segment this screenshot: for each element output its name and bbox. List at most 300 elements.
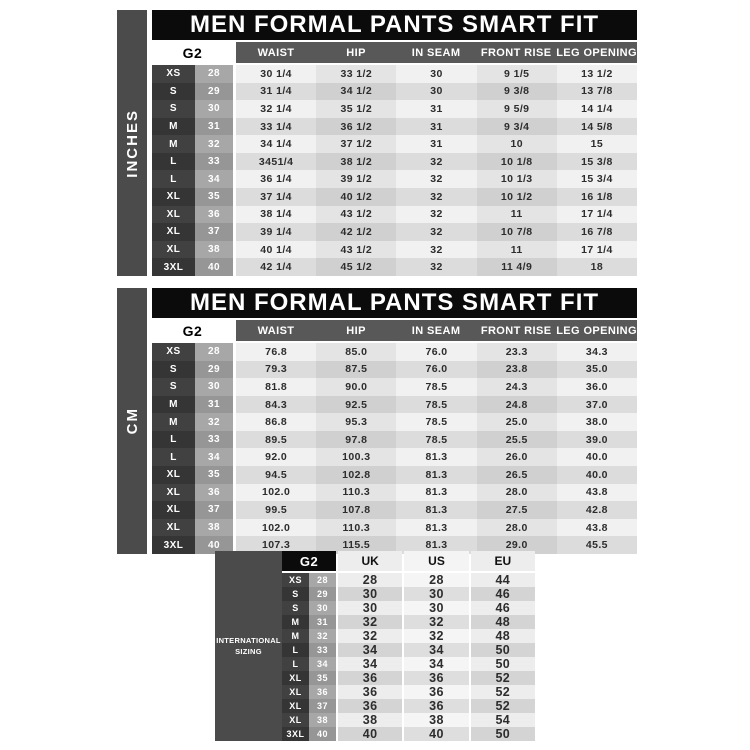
- value-cell: 38.0: [557, 413, 637, 431]
- value-cell: 84.3: [236, 396, 316, 414]
- size-label-cell: 3XL: [282, 727, 309, 741]
- value-cell: 94.5: [236, 466, 316, 484]
- value-cell: 52: [471, 671, 535, 685]
- inches-table-rows: [152, 65, 637, 276]
- column-header-hip: HIP: [346, 46, 366, 59]
- value-cell: 31 1/4: [236, 83, 316, 101]
- value-cell: 97.8: [316, 431, 396, 449]
- g2-group-header: G2: [152, 42, 233, 63]
- size-number-cell: 28: [195, 343, 233, 361]
- value-cell: 79.3: [236, 361, 316, 379]
- value-cells: [336, 699, 535, 713]
- value-cell: 15 3/4: [557, 170, 637, 188]
- value-cell: 40 1/4: [236, 241, 316, 259]
- value-cell: 34: [338, 643, 402, 657]
- value-cell: 81.3: [396, 484, 476, 502]
- value-cell: 25.0: [477, 413, 557, 431]
- size-number-cell: 36: [195, 206, 233, 224]
- value-cell: 11: [477, 206, 557, 224]
- size-number-cell: 31: [309, 615, 336, 629]
- value-cell: 46: [471, 587, 535, 601]
- value-cell: 33 1/4: [236, 118, 316, 136]
- value-cell: 36: [404, 699, 468, 713]
- value-cells: [236, 100, 637, 118]
- size-label-cell: S: [152, 100, 195, 118]
- size-label-cell: XL: [282, 713, 309, 727]
- value-cell: 14 5/8: [557, 118, 637, 136]
- value-cells: [336, 573, 535, 587]
- value-cell: 9 3/8: [477, 83, 557, 101]
- value-cell: 92.0: [236, 448, 316, 466]
- table-row: [152, 396, 637, 414]
- value-cell: 14 1/4: [557, 100, 637, 118]
- value-cell: 9 3/4: [477, 118, 557, 136]
- value-cell: 30 1/4: [236, 65, 316, 83]
- table-row: [282, 657, 535, 671]
- value-cell: 17 1/4: [557, 206, 637, 224]
- value-cell: 32: [396, 188, 476, 206]
- value-cell: 99.5: [236, 501, 316, 519]
- table-row: [282, 615, 535, 629]
- value-cells: [336, 601, 535, 615]
- size-number-cell: 30: [195, 378, 233, 396]
- value-cell: 45.5: [557, 536, 637, 554]
- size-number-cell: 37: [309, 699, 336, 713]
- size-number-cell: 32: [195, 413, 233, 431]
- value-cell: 78.5: [396, 413, 476, 431]
- table-row: [282, 587, 535, 601]
- size-number-cell: 33: [195, 431, 233, 449]
- value-cell: 26.0: [477, 448, 557, 466]
- table-row: [152, 361, 637, 379]
- table-row: [282, 601, 535, 615]
- value-cell: 43 1/2: [316, 206, 396, 224]
- size-label-cell: L: [282, 643, 309, 657]
- value-cells: [236, 413, 637, 431]
- value-cells: [236, 378, 637, 396]
- inches-table-main: [152, 10, 637, 276]
- value-cell: 46: [471, 601, 535, 615]
- value-cell: 28.0: [477, 519, 557, 537]
- value-cells: [236, 519, 637, 537]
- column-header-us: US: [404, 551, 468, 571]
- size-label-cell: XL: [152, 466, 195, 484]
- value-cell: 9 1/5: [477, 65, 557, 83]
- value-cell: 107.8: [316, 501, 396, 519]
- value-cell: 32 1/4: [236, 100, 316, 118]
- value-cell: 102.0: [236, 484, 316, 502]
- value-cells: [236, 206, 637, 224]
- size-number-cell: 35: [195, 466, 233, 484]
- value-cells: [336, 685, 535, 699]
- size-label-cell: XS: [152, 65, 195, 83]
- table-row: [282, 643, 535, 657]
- value-cells: [336, 727, 535, 741]
- size-number-cell: 35: [195, 188, 233, 206]
- value-cell: 30: [396, 83, 476, 101]
- value-cell: 92.5: [316, 396, 396, 414]
- value-cells: [336, 615, 535, 629]
- value-cell: 81.3: [396, 448, 476, 466]
- value-cell: 54: [471, 713, 535, 727]
- value-cell: 10 1/3: [477, 170, 557, 188]
- g2-group-header: G2: [282, 551, 336, 571]
- value-cells: [236, 118, 637, 136]
- value-cell: 32: [396, 258, 476, 276]
- value-cell: 24.3: [477, 378, 557, 396]
- value-cell: 29.0: [477, 536, 557, 554]
- size-label-cell: M: [152, 396, 195, 414]
- international-table-rows: [282, 573, 535, 741]
- size-label-cell: S: [152, 378, 195, 396]
- table-row: [152, 223, 637, 241]
- value-cell: 95.3: [316, 413, 396, 431]
- inches-header-row: [152, 42, 637, 63]
- value-cell: 32: [396, 241, 476, 259]
- size-label-cell: M: [282, 629, 309, 643]
- value-cell: 13 1/2: [557, 65, 637, 83]
- value-cell: 40: [338, 727, 402, 741]
- size-label-cell: XL: [282, 685, 309, 699]
- table-row: [282, 629, 535, 643]
- value-cell: 78.5: [396, 396, 476, 414]
- value-cells: [236, 343, 637, 361]
- value-cell: 48: [471, 629, 535, 643]
- chart-title: MEN FORMAL PANTS SMART FIT: [152, 10, 637, 40]
- value-cell: 36: [338, 671, 402, 685]
- size-label-cell: XL: [282, 671, 309, 685]
- value-cell: 23.3: [477, 343, 557, 361]
- value-cells: [236, 466, 637, 484]
- size-number-cell: 38: [309, 713, 336, 727]
- value-cell: 31: [396, 100, 476, 118]
- size-label-cell: XS: [282, 573, 309, 587]
- value-cell: 9 5/9: [477, 100, 557, 118]
- value-cells: [236, 83, 637, 101]
- table-row: [152, 448, 637, 466]
- value-cell: 30: [404, 587, 468, 601]
- value-cell: 48: [471, 615, 535, 629]
- table-row: [152, 519, 637, 537]
- value-cell: 40 1/2: [316, 188, 396, 206]
- table-row: [282, 671, 535, 685]
- value-cell: 32: [404, 629, 468, 643]
- value-cell: 36.0: [557, 378, 637, 396]
- value-cell: 25.5: [477, 431, 557, 449]
- value-cell: 28.0: [477, 484, 557, 502]
- value-cells: [236, 223, 637, 241]
- size-label-cell: M: [152, 413, 195, 431]
- value-cells: [236, 448, 637, 466]
- value-cell: 11 4/9: [477, 258, 557, 276]
- value-cell: 32: [338, 615, 402, 629]
- size-label-cell: L: [152, 170, 195, 188]
- column-header-frontrise: FRONT RISE: [480, 46, 552, 59]
- inches-column-headers: [236, 42, 637, 63]
- size-label-cell: M: [152, 135, 195, 153]
- value-cell: 31: [396, 118, 476, 136]
- size-label-cell: XL: [152, 241, 195, 259]
- value-cells: [336, 643, 535, 657]
- table-row: [152, 118, 637, 136]
- value-cell: 50: [471, 727, 535, 741]
- value-cell: 30: [338, 601, 402, 615]
- value-cell: 45 1/2: [316, 258, 396, 276]
- size-label-cell: 3XL: [152, 258, 195, 276]
- value-cell: 43 1/2: [316, 241, 396, 259]
- value-cell: 100.3: [316, 448, 396, 466]
- value-cell: 89.5: [236, 431, 316, 449]
- table-row: [152, 100, 637, 118]
- value-cell: 81.3: [396, 466, 476, 484]
- size-number-cell: 33: [195, 153, 233, 171]
- table-row: [152, 501, 637, 519]
- value-cell: 81.3: [396, 536, 476, 554]
- value-cell: 36 1/4: [236, 170, 316, 188]
- value-cell: 32: [396, 223, 476, 241]
- table-row: [152, 83, 637, 101]
- value-cell: 10: [477, 135, 557, 153]
- value-cells: [236, 501, 637, 519]
- value-cells: [236, 135, 637, 153]
- value-cell: 39.0: [557, 431, 637, 449]
- value-cell: 27.5: [477, 501, 557, 519]
- size-number-cell: 33: [309, 643, 336, 657]
- value-cell: 38 1/2: [316, 153, 396, 171]
- value-cell: 32: [404, 615, 468, 629]
- table-row: [152, 135, 637, 153]
- value-cells: [336, 657, 535, 671]
- value-cell: 107.3: [236, 536, 316, 554]
- table-row: [152, 188, 637, 206]
- value-cell: 42 1/2: [316, 223, 396, 241]
- size-label-cell: 3XL: [152, 536, 195, 554]
- value-cell: 34: [404, 657, 468, 671]
- value-cell: 102.8: [316, 466, 396, 484]
- value-cells: [236, 396, 637, 414]
- size-label-cell: XL: [282, 699, 309, 713]
- value-cell: 50: [471, 657, 535, 671]
- value-cell: 52: [471, 699, 535, 713]
- size-number-cell: 34: [195, 448, 233, 466]
- value-cell: 38 1/4: [236, 206, 316, 224]
- size-label-cell: XS: [152, 343, 195, 361]
- value-cell: 34.3: [557, 343, 637, 361]
- value-cell: 102.0: [236, 519, 316, 537]
- value-cells: [236, 484, 637, 502]
- value-cell: 17 1/4: [557, 241, 637, 259]
- value-cell: 32: [396, 170, 476, 188]
- value-cells: [236, 241, 637, 259]
- value-cell: 81.3: [396, 501, 476, 519]
- value-cells: [336, 629, 535, 643]
- size-number-cell: 40: [195, 536, 233, 554]
- cm-table-rows: [152, 343, 637, 554]
- value-cell: 110.3: [316, 484, 396, 502]
- value-cell: 34 1/2: [316, 83, 396, 101]
- value-cell: 35.0: [557, 361, 637, 379]
- table-row: [152, 466, 637, 484]
- table-row: [152, 378, 637, 396]
- value-cell: 30: [404, 601, 468, 615]
- value-cell: 110.3: [316, 519, 396, 537]
- size-number-cell: 28: [309, 573, 336, 587]
- size-number-cell: 37: [195, 501, 233, 519]
- value-cell: 115.5: [316, 536, 396, 554]
- value-cell: 43.8: [557, 519, 637, 537]
- value-cell: 50: [471, 643, 535, 657]
- size-label-cell: XL: [152, 206, 195, 224]
- value-cells: [336, 587, 535, 601]
- size-number-cell: 36: [195, 484, 233, 502]
- value-cell: 42 1/4: [236, 258, 316, 276]
- size-number-cell: 28: [195, 65, 233, 83]
- column-header-waist: WAIST: [257, 324, 295, 337]
- size-number-cell: 40: [195, 258, 233, 276]
- value-cell: 40.0: [557, 448, 637, 466]
- value-cell: 36: [338, 685, 402, 699]
- value-cell: 38: [338, 713, 402, 727]
- value-cells: [236, 361, 637, 379]
- column-header-legopening: LEG OPENING: [556, 46, 637, 59]
- size-number-cell: 31: [195, 118, 233, 136]
- value-cells: [236, 153, 637, 171]
- column-header-hip: HIP: [346, 324, 366, 337]
- size-number-cell: 38: [195, 241, 233, 259]
- value-cells: [336, 713, 535, 727]
- table-row: [152, 170, 637, 188]
- value-cell: 90.0: [316, 378, 396, 396]
- value-cell: 15: [557, 135, 637, 153]
- value-cell: 28: [404, 573, 468, 587]
- value-cells: [236, 65, 637, 83]
- table-row: [152, 153, 637, 171]
- size-number-cell: 35: [309, 671, 336, 685]
- international-header-row: [282, 551, 535, 571]
- cm-table-main: [152, 288, 637, 554]
- value-cell: 78.5: [396, 378, 476, 396]
- inches-side-label: INCHES: [123, 108, 141, 178]
- table-row: [282, 699, 535, 713]
- value-cell: 11: [477, 241, 557, 259]
- value-cell: 3451/4: [236, 153, 316, 171]
- size-number-cell: 36: [309, 685, 336, 699]
- table-row: [152, 258, 637, 276]
- value-cell: 34 1/4: [236, 135, 316, 153]
- value-cell: 10 1/2: [477, 188, 557, 206]
- size-number-cell: 37: [195, 223, 233, 241]
- international-sizing-table: [215, 551, 535, 741]
- value-cell: 81.3: [396, 519, 476, 537]
- size-number-cell: 31: [195, 396, 233, 414]
- size-number-cell: 29: [309, 587, 336, 601]
- value-cell: 38: [404, 713, 468, 727]
- value-cell: 37.0: [557, 396, 637, 414]
- size-number-cell: 40: [309, 727, 336, 741]
- value-cell: 32: [338, 629, 402, 643]
- table-row: [152, 65, 637, 83]
- international-column-headers: [336, 551, 535, 571]
- value-cell: 31: [396, 135, 476, 153]
- table-row: [152, 413, 637, 431]
- value-cell: 32: [396, 206, 476, 224]
- table-row: [152, 241, 637, 259]
- size-label-cell: S: [282, 601, 309, 615]
- inches-side-bar: [117, 10, 147, 276]
- chart-title: MEN FORMAL PANTS SMART FIT: [152, 288, 637, 318]
- size-label-cell: S: [152, 83, 195, 101]
- value-cells: [236, 258, 637, 276]
- size-label-cell: L: [152, 153, 195, 171]
- cm-column-headers: [236, 320, 637, 341]
- value-cell: 30: [396, 65, 476, 83]
- value-cell: 76.0: [396, 343, 476, 361]
- value-cell: 16 1/8: [557, 188, 637, 206]
- value-cell: 43.8: [557, 484, 637, 502]
- value-cell: 40.0: [557, 466, 637, 484]
- column-header-inseam: IN SEAM: [411, 324, 461, 337]
- value-cell: 39 1/2: [316, 170, 396, 188]
- table-row: [152, 343, 637, 361]
- column-header-legopening: LEG OPENING: [556, 324, 637, 337]
- size-number-cell: 29: [195, 83, 233, 101]
- cm-header-row: [152, 320, 637, 341]
- size-label-cell: XL: [152, 188, 195, 206]
- value-cell: 10 1/8: [477, 153, 557, 171]
- value-cell: 15 3/8: [557, 153, 637, 171]
- value-cell: 18: [557, 258, 637, 276]
- value-cells: [236, 188, 637, 206]
- value-cell: 34: [338, 657, 402, 671]
- column-header-eu: EU: [471, 551, 535, 571]
- international-table-main: [282, 551, 535, 741]
- table-row: [152, 484, 637, 502]
- size-label-cell: XL: [152, 519, 195, 537]
- column-header-frontrise: FRONT RISE: [480, 324, 552, 337]
- value-cell: 37 1/4: [236, 188, 316, 206]
- column-header-inseam: IN SEAM: [411, 46, 461, 59]
- value-cell: 32: [396, 153, 476, 171]
- cm-side-label: CM: [123, 407, 141, 435]
- size-number-cell: 32: [195, 135, 233, 153]
- table-row: [152, 206, 637, 224]
- value-cell: 28: [338, 573, 402, 587]
- size-label-cell: XL: [152, 501, 195, 519]
- value-cell: 42.8: [557, 501, 637, 519]
- value-cell: 52: [471, 685, 535, 699]
- size-label-cell: XL: [152, 223, 195, 241]
- value-cell: 40: [404, 727, 468, 741]
- column-header-waist: WAIST: [257, 46, 295, 59]
- table-row: [282, 727, 535, 741]
- value-cell: 16 7/8: [557, 223, 637, 241]
- size-label-cell: L: [282, 657, 309, 671]
- size-number-cell: 38: [195, 519, 233, 537]
- size-number-cell: 34: [195, 170, 233, 188]
- size-number-cell: 34: [309, 657, 336, 671]
- size-label-cell: L: [152, 431, 195, 449]
- value-cell: 76.8: [236, 343, 316, 361]
- size-number-cell: 30: [309, 601, 336, 615]
- value-cell: 30: [338, 587, 402, 601]
- value-cell: 23.8: [477, 361, 557, 379]
- value-cell: 36: [338, 699, 402, 713]
- value-cell: 24.8: [477, 396, 557, 414]
- value-cell: 81.8: [236, 378, 316, 396]
- value-cell: 39 1/4: [236, 223, 316, 241]
- size-number-cell: 29: [195, 361, 233, 379]
- size-label-cell: M: [282, 615, 309, 629]
